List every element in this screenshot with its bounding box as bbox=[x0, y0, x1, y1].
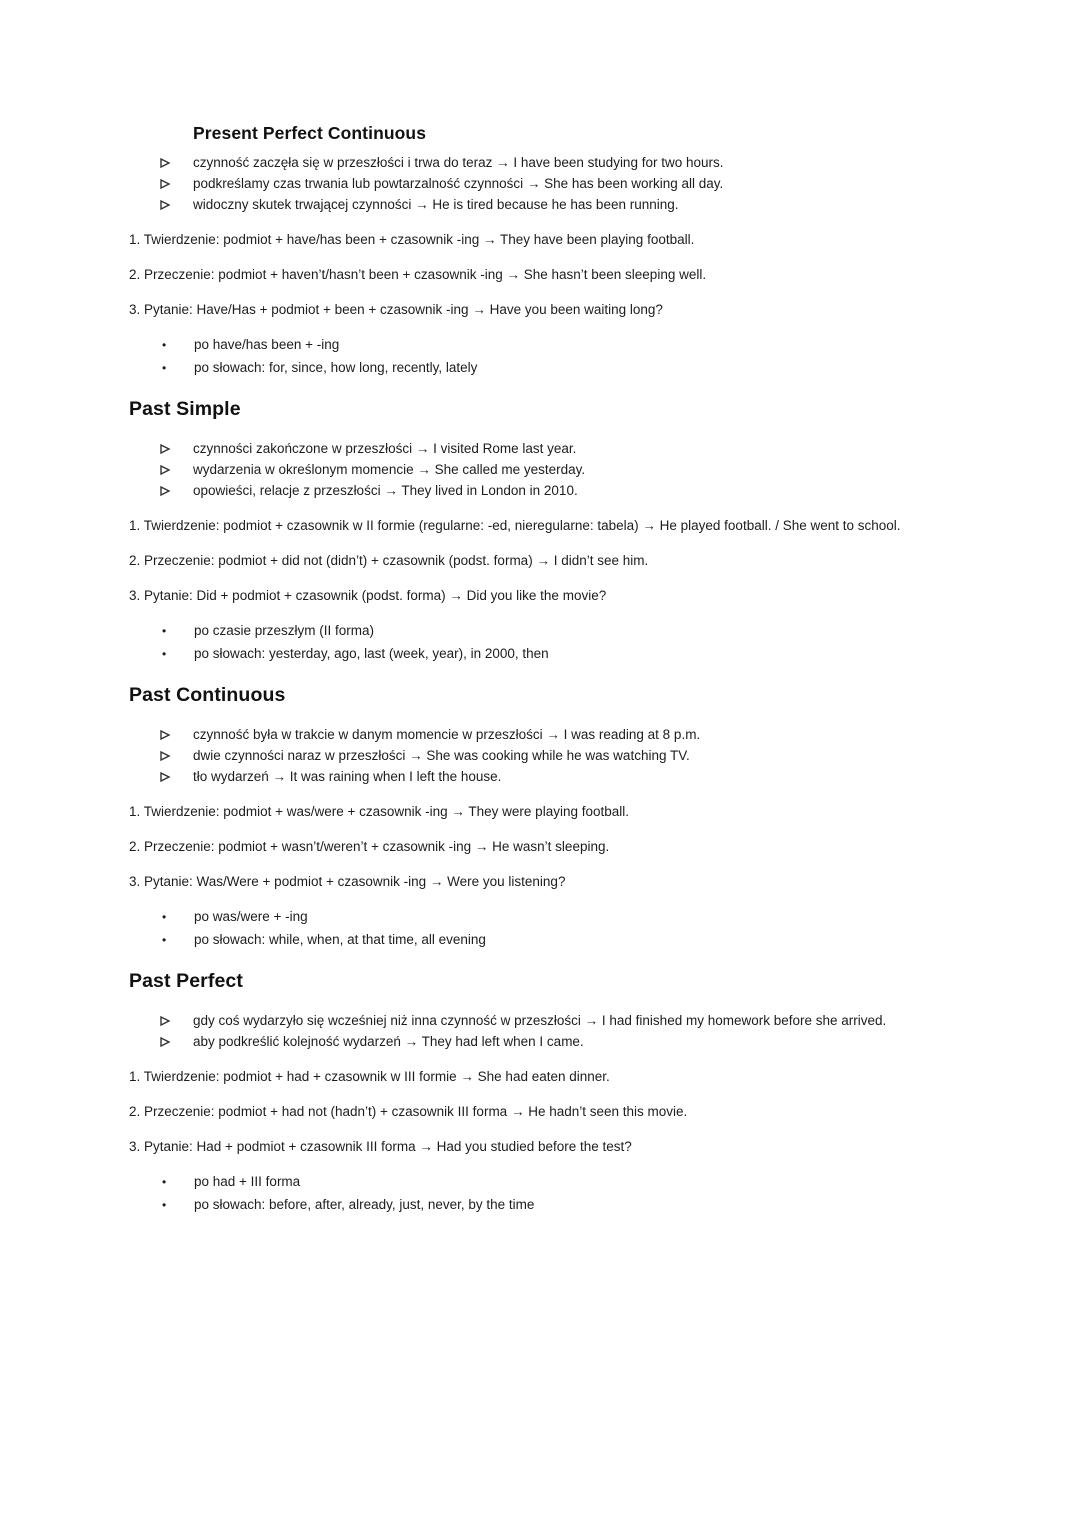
arrowhead-bullet-icon bbox=[160, 1037, 193, 1047]
usage-text: czynności zakończone w przeszłości → I visited Rome last year. bbox=[193, 441, 577, 456]
note-item bbox=[162, 929, 980, 952]
note-item bbox=[162, 1194, 980, 1217]
usage-text: wydarzenia w określonym momencie → She called me yesterday. bbox=[193, 462, 586, 477]
section-past-continuous bbox=[129, 682, 980, 951]
form-negative: 2. Przeczenie: podmiot + haven’t/hasn’t been + czasownik -ing → She hasn’t been sleeping well. bbox=[129, 267, 707, 282]
usage-item bbox=[160, 724, 980, 745]
form-question: 3. Pytanie: Had + podmiot + czasownik III forma → Had you studied before the test? bbox=[129, 1139, 632, 1154]
usage-item bbox=[160, 480, 980, 501]
note-item bbox=[162, 1171, 980, 1194]
form-negative: 2. Przeczenie: podmiot + wasn’t/weren’t + czasownik -ing → He wasn’t sleeping. bbox=[129, 839, 610, 854]
note-text: po was/were + -ing bbox=[194, 909, 308, 924]
arrowhead-bullet-icon bbox=[160, 444, 193, 454]
notes-list bbox=[129, 334, 980, 379]
arrowhead-bullet-icon bbox=[160, 751, 193, 761]
notes-list bbox=[129, 906, 980, 951]
dot-bullet-icon: • bbox=[162, 1197, 167, 1212]
note-item bbox=[162, 620, 980, 643]
dot-bullet-icon: • bbox=[162, 910, 167, 924]
arrowhead-bullet-icon bbox=[160, 179, 193, 189]
forms-block bbox=[129, 515, 980, 606]
note-text: po had + III forma bbox=[194, 1174, 301, 1189]
note-text: po słowach: yesterday, ago, last (week, year), in 2000, then bbox=[194, 645, 549, 661]
arrowhead-bullet-icon bbox=[160, 465, 193, 475]
form-question: 3. Pytanie: Did + podmiot + czasownik (podst. forma) → Did you like the movie? bbox=[129, 588, 607, 603]
usage-list bbox=[129, 724, 980, 787]
arrowhead-bullet-icon bbox=[160, 1016, 193, 1026]
forms-block bbox=[129, 801, 980, 892]
form-question: 3. Pytanie: Was/Were + podmiot + czasownik -ing → Were you listening? bbox=[129, 874, 566, 889]
usage-item bbox=[160, 1010, 980, 1031]
section-title: Past Perfect bbox=[129, 970, 243, 992]
usage-item bbox=[160, 173, 980, 194]
arrowhead-bullet-icon bbox=[160, 158, 193, 168]
usage-text: tło wydarzeń → It was raining when I left the house. bbox=[193, 769, 502, 784]
section-title: Past Continuous bbox=[129, 684, 286, 706]
section-past-simple bbox=[129, 396, 980, 665]
forms-block bbox=[129, 229, 980, 320]
dot-bullet-icon: • bbox=[162, 1175, 167, 1189]
forms-block bbox=[129, 1066, 980, 1157]
arrowhead-bullet-icon bbox=[160, 730, 193, 740]
usage-text: czynność była w trakcie w danym momencie w przeszłości → I was reading at 8 p.m. bbox=[193, 727, 701, 742]
section-present-perfect-continuous bbox=[129, 121, 980, 379]
form-question: 3. Pytanie: Have/Has + podmiot + been + czasownik -ing → Have you been waiting long? bbox=[129, 302, 663, 317]
note-text: po have/has been + -ing bbox=[194, 337, 340, 352]
note-text: po słowach: before, after, already, just, never, by the time bbox=[194, 1196, 535, 1212]
note-item bbox=[162, 643, 980, 666]
usage-item bbox=[160, 152, 980, 173]
dot-bullet-icon: • bbox=[162, 360, 167, 375]
usage-text: podkreślamy czas trwania lub powtarzalność czynności → She has been working all day. bbox=[193, 176, 724, 191]
note-item bbox=[162, 357, 980, 380]
section-past-perfect bbox=[129, 968, 980, 1216]
dot-bullet-icon: • bbox=[162, 338, 167, 352]
usage-list bbox=[129, 152, 980, 215]
form-negative: 2. Przeczenie: podmiot + did not (didn’t) + czasownik (podst. forma) → I didn’t see him. bbox=[129, 553, 649, 568]
notes-list bbox=[129, 1171, 980, 1216]
section-title: Past Simple bbox=[129, 398, 241, 420]
usage-list bbox=[129, 438, 980, 501]
form-affirmative: 1. Twierdzenie: podmiot + czasownik w II formie (regularne: -ed, nieregularne: tabela) → He played football. / She went to school. bbox=[129, 518, 901, 533]
arrowhead-bullet-icon bbox=[160, 486, 193, 496]
usage-item bbox=[160, 766, 980, 787]
note-text: po czasie przeszłym (II forma) bbox=[194, 623, 375, 638]
arrowhead-bullet-icon bbox=[160, 772, 193, 782]
form-affirmative: 1. Twierdzenie: podmiot + have/has been + czasownik -ing → They have been playing football. bbox=[129, 232, 695, 247]
usage-item bbox=[160, 438, 980, 459]
form-affirmative: 1. Twierdzenie: podmiot + had + czasownik w III formie → She had eaten dinner. bbox=[129, 1069, 610, 1084]
usage-text: czynność zaczęła się w przeszłości i trwa do teraz → I have been studying for two hours. bbox=[193, 155, 724, 170]
note-item bbox=[162, 906, 980, 929]
dot-bullet-icon: • bbox=[162, 624, 167, 638]
usage-list bbox=[129, 1010, 980, 1052]
form-affirmative: 1. Twierdzenie: podmiot + was/were + czasownik -ing → They were playing football. bbox=[129, 804, 630, 819]
dot-bullet-icon: • bbox=[162, 932, 167, 947]
usage-text: dwie czynności naraz w przeszłości → She was cooking while he was watching TV. bbox=[193, 748, 690, 763]
document-body bbox=[129, 121, 980, 1216]
arrowhead-bullet-icon bbox=[160, 200, 193, 210]
note-item bbox=[162, 334, 980, 357]
usage-text: gdy coś wydarzyło się wcześniej niż inna czynność w przeszłości → I had finished my homework before she arrived. bbox=[193, 1013, 887, 1028]
notes-list bbox=[129, 620, 980, 665]
section-title: Present Perfect Continuous bbox=[193, 123, 427, 143]
usage-item bbox=[160, 459, 980, 480]
usage-item bbox=[160, 745, 980, 766]
usage-item bbox=[160, 194, 980, 215]
dot-bullet-icon: • bbox=[162, 646, 167, 661]
note-text: po słowach: while, when, at that time, all evening bbox=[194, 931, 486, 947]
usage-item bbox=[160, 1031, 980, 1052]
usage-text: opowieści, relacje z przeszłości → They lived in London in 2010. bbox=[193, 483, 578, 498]
form-negative: 2. Przeczenie: podmiot + had not (hadn’t) + czasownik III forma → He hadn’t seen this movie. bbox=[129, 1104, 688, 1119]
usage-text: aby podkreślić kolejność wydarzeń → They had left when I came. bbox=[193, 1034, 584, 1049]
note-text: po słowach: for, since, how long, recently, lately bbox=[194, 359, 478, 375]
usage-text: widoczny skutek trwającej czynności → He is tired because he has been running. bbox=[193, 197, 679, 212]
